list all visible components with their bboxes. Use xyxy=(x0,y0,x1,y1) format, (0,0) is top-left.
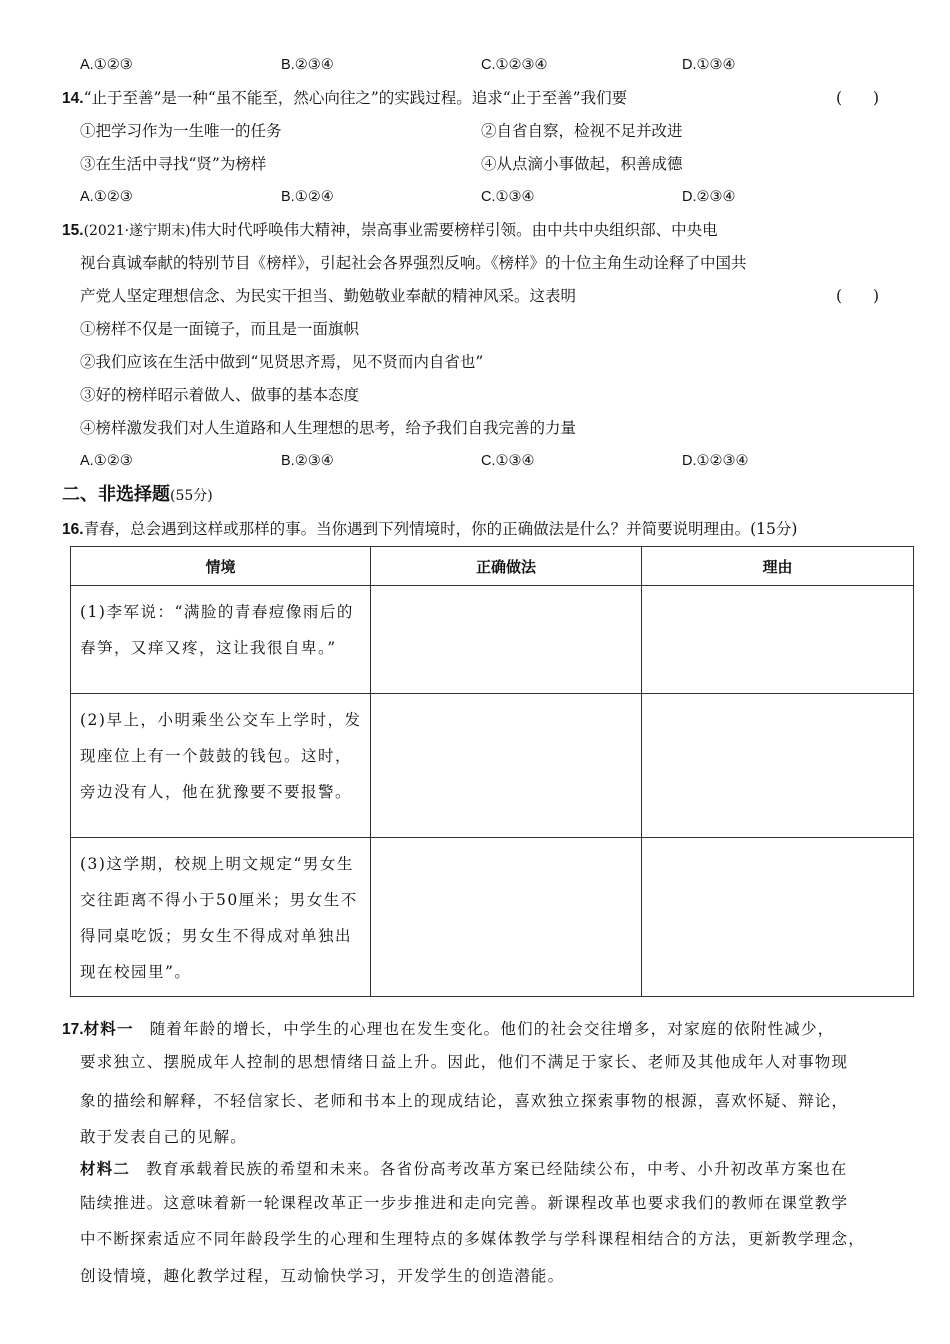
q13-option-a[interactable]: A.①②③ xyxy=(80,57,133,73)
question-14 xyxy=(62,87,627,110)
situation-cell: (2)早上，小明乘坐公交车上学时，发现座位上有一个鼓鼓的钱包。这时，旁边没有人，他在犹豫要不要报警。 xyxy=(71,694,371,838)
material-1-line-4: 敢于发表自己的见解。 xyxy=(80,1128,248,1146)
q15-item-3: ③好的榜样昭示着做人、做事的基本态度 xyxy=(80,386,360,404)
q13-option-b[interactable]: B.②③④ xyxy=(281,57,334,73)
question-number: 16. xyxy=(62,521,84,538)
question-stem-line-2: 视台真诚奉献的特别节目《榜样》，引起社会各界强烈反响。《榜样》的十位主角生动诠释了中国共 xyxy=(80,254,747,272)
answer-paren[interactable]: ( ) xyxy=(836,89,880,107)
q14-item-2: ②自省自察，检视不足并改进 xyxy=(481,122,683,140)
material-1-label: 材料一 xyxy=(83,1020,134,1038)
column-header-practice: 正确做法 xyxy=(371,547,642,586)
material-2 xyxy=(80,1158,848,1180)
q14-option-a[interactable]: A.①②③ xyxy=(80,189,133,205)
q14-item-1: ①把学习作为一生唯一的任务 xyxy=(80,122,282,140)
q15-option-c[interactable]: C.①③④ xyxy=(481,453,535,469)
q14-item-3: ③在生活中寻找“贤”为榜样 xyxy=(80,155,267,173)
practice-answer-cell[interactable] xyxy=(371,694,642,838)
question-number: 15. xyxy=(62,222,84,239)
question-number: 17. xyxy=(62,1021,84,1038)
q15-option-d[interactable]: D.①②③④ xyxy=(682,453,749,469)
q15-option-a[interactable]: A.①②③ xyxy=(80,453,133,469)
reason-answer-cell[interactable] xyxy=(642,694,914,838)
question-17 xyxy=(62,1018,834,1041)
material-1-line-1: 随着年龄的增长，中学生的心理也在发生变化。他们的社会交往增多，对家庭的依附性减少， xyxy=(149,1020,835,1038)
table-row xyxy=(71,838,914,997)
situation-cell: (1)李军说：“满脸的青春痘像雨后的春笋，又痒又疼，这让我很自卑。” xyxy=(71,586,371,694)
question-source: (2021·遂宁期末) xyxy=(83,223,191,239)
reason-answer-cell[interactable] xyxy=(642,838,914,997)
material-1-line-2: 要求独立、摆脱成年人控制的思想情绪日益上升。因此，他们不满足于家长、老师及其他成年人对事物现 xyxy=(80,1053,849,1071)
material-2-label: 材料二 xyxy=(80,1160,131,1178)
q15-option-b[interactable]: B.②③④ xyxy=(281,453,334,469)
question-stem-line-1: 伟大时代呼唤伟大精神，崇高事业需要榜样引领。由中共中央组织部、中央电 xyxy=(190,221,718,239)
q14-option-b[interactable]: B.①②④ xyxy=(281,189,334,205)
q14-option-d[interactable]: D.②③④ xyxy=(682,189,736,205)
table-row xyxy=(71,586,914,694)
reason-answer-cell[interactable] xyxy=(642,586,914,694)
practice-answer-cell[interactable] xyxy=(371,586,642,694)
q15-item-2: ②我们应该在生活中做到“见贤思齐焉，见不贤而内自省也” xyxy=(80,353,484,371)
question-number: 14. xyxy=(62,90,84,107)
material-2-line-4: 创设情境，趣化教学过程，互动愉快学习，开发学生的创造潜能。 xyxy=(80,1267,565,1285)
practice-answer-cell[interactable] xyxy=(371,838,642,997)
material-2-line-2: 陆续推进。这意味着新一轮课程改革正一步步推进和走向完善。新课程改革也要求我们的教师在课堂教学 xyxy=(80,1194,849,1212)
table-row xyxy=(71,694,914,838)
question-16 xyxy=(62,518,797,541)
column-header-reason: 理由 xyxy=(642,547,914,586)
material-2-line-3: 中不断探索适应不同年龄段学生的心理和生理特点的多媒体教学与学科课程相结合的方法，更新教学理念， xyxy=(80,1230,865,1248)
question-stem: “止于至善”是一种“虽不能至，然心向往之”的实践过程。追求“止于至善”我们要 xyxy=(83,89,628,107)
situation-cell: (3)这学期，校规上明文规定“男女生交往距离不得小于50厘米；男女生不得同桌吃饭；男女生不得成对单独出现在校园里”。 xyxy=(71,838,371,997)
q15-item-1: ①榜样不仅是一面镜子，而且是一面旗帜 xyxy=(80,320,360,338)
section-heading xyxy=(62,484,213,507)
q14-item-4: ④从点滴小事做起，积善成德 xyxy=(481,155,683,173)
table-header-row xyxy=(71,547,914,586)
material-2-line-1: 教育承载着民族的希望和未来。各省份高考改革方案已经陆续公布，中考、小升初改革方案也在 xyxy=(146,1160,848,1178)
question-stem: 青春，总会遇到这样或那样的事。当你遇到下列情境时，你的正确做法是什么？并简要说明理由。(15分) xyxy=(83,520,798,538)
material-1-line-3: 象的描绘和解释，不轻信家长、老师和书本上的现成结论，喜欢独立探索事物的根源，喜欢怀疑、辩论， xyxy=(80,1092,849,1110)
column-header-situation: 情境 xyxy=(71,547,371,586)
question-15 xyxy=(62,219,718,242)
section-title: 二、非选择题 xyxy=(62,484,170,505)
q15-item-4: ④榜样激发我们对人生道路和人生理想的思考，给予我们自我完善的力量 xyxy=(80,419,577,437)
question-stem-line-3: 产党人坚定理想信念、为民实干担当、勤勉敬业奉献的精神风采。这表明 xyxy=(80,287,577,305)
answer-table xyxy=(70,546,914,997)
section-score: (55分) xyxy=(170,488,213,504)
q13-option-d[interactable]: D.①③④ xyxy=(682,57,736,73)
q13-option-c[interactable]: C.①②③④ xyxy=(481,57,548,73)
answer-paren[interactable]: ( ) xyxy=(836,287,880,305)
q14-option-c[interactable]: C.①③④ xyxy=(481,189,535,205)
